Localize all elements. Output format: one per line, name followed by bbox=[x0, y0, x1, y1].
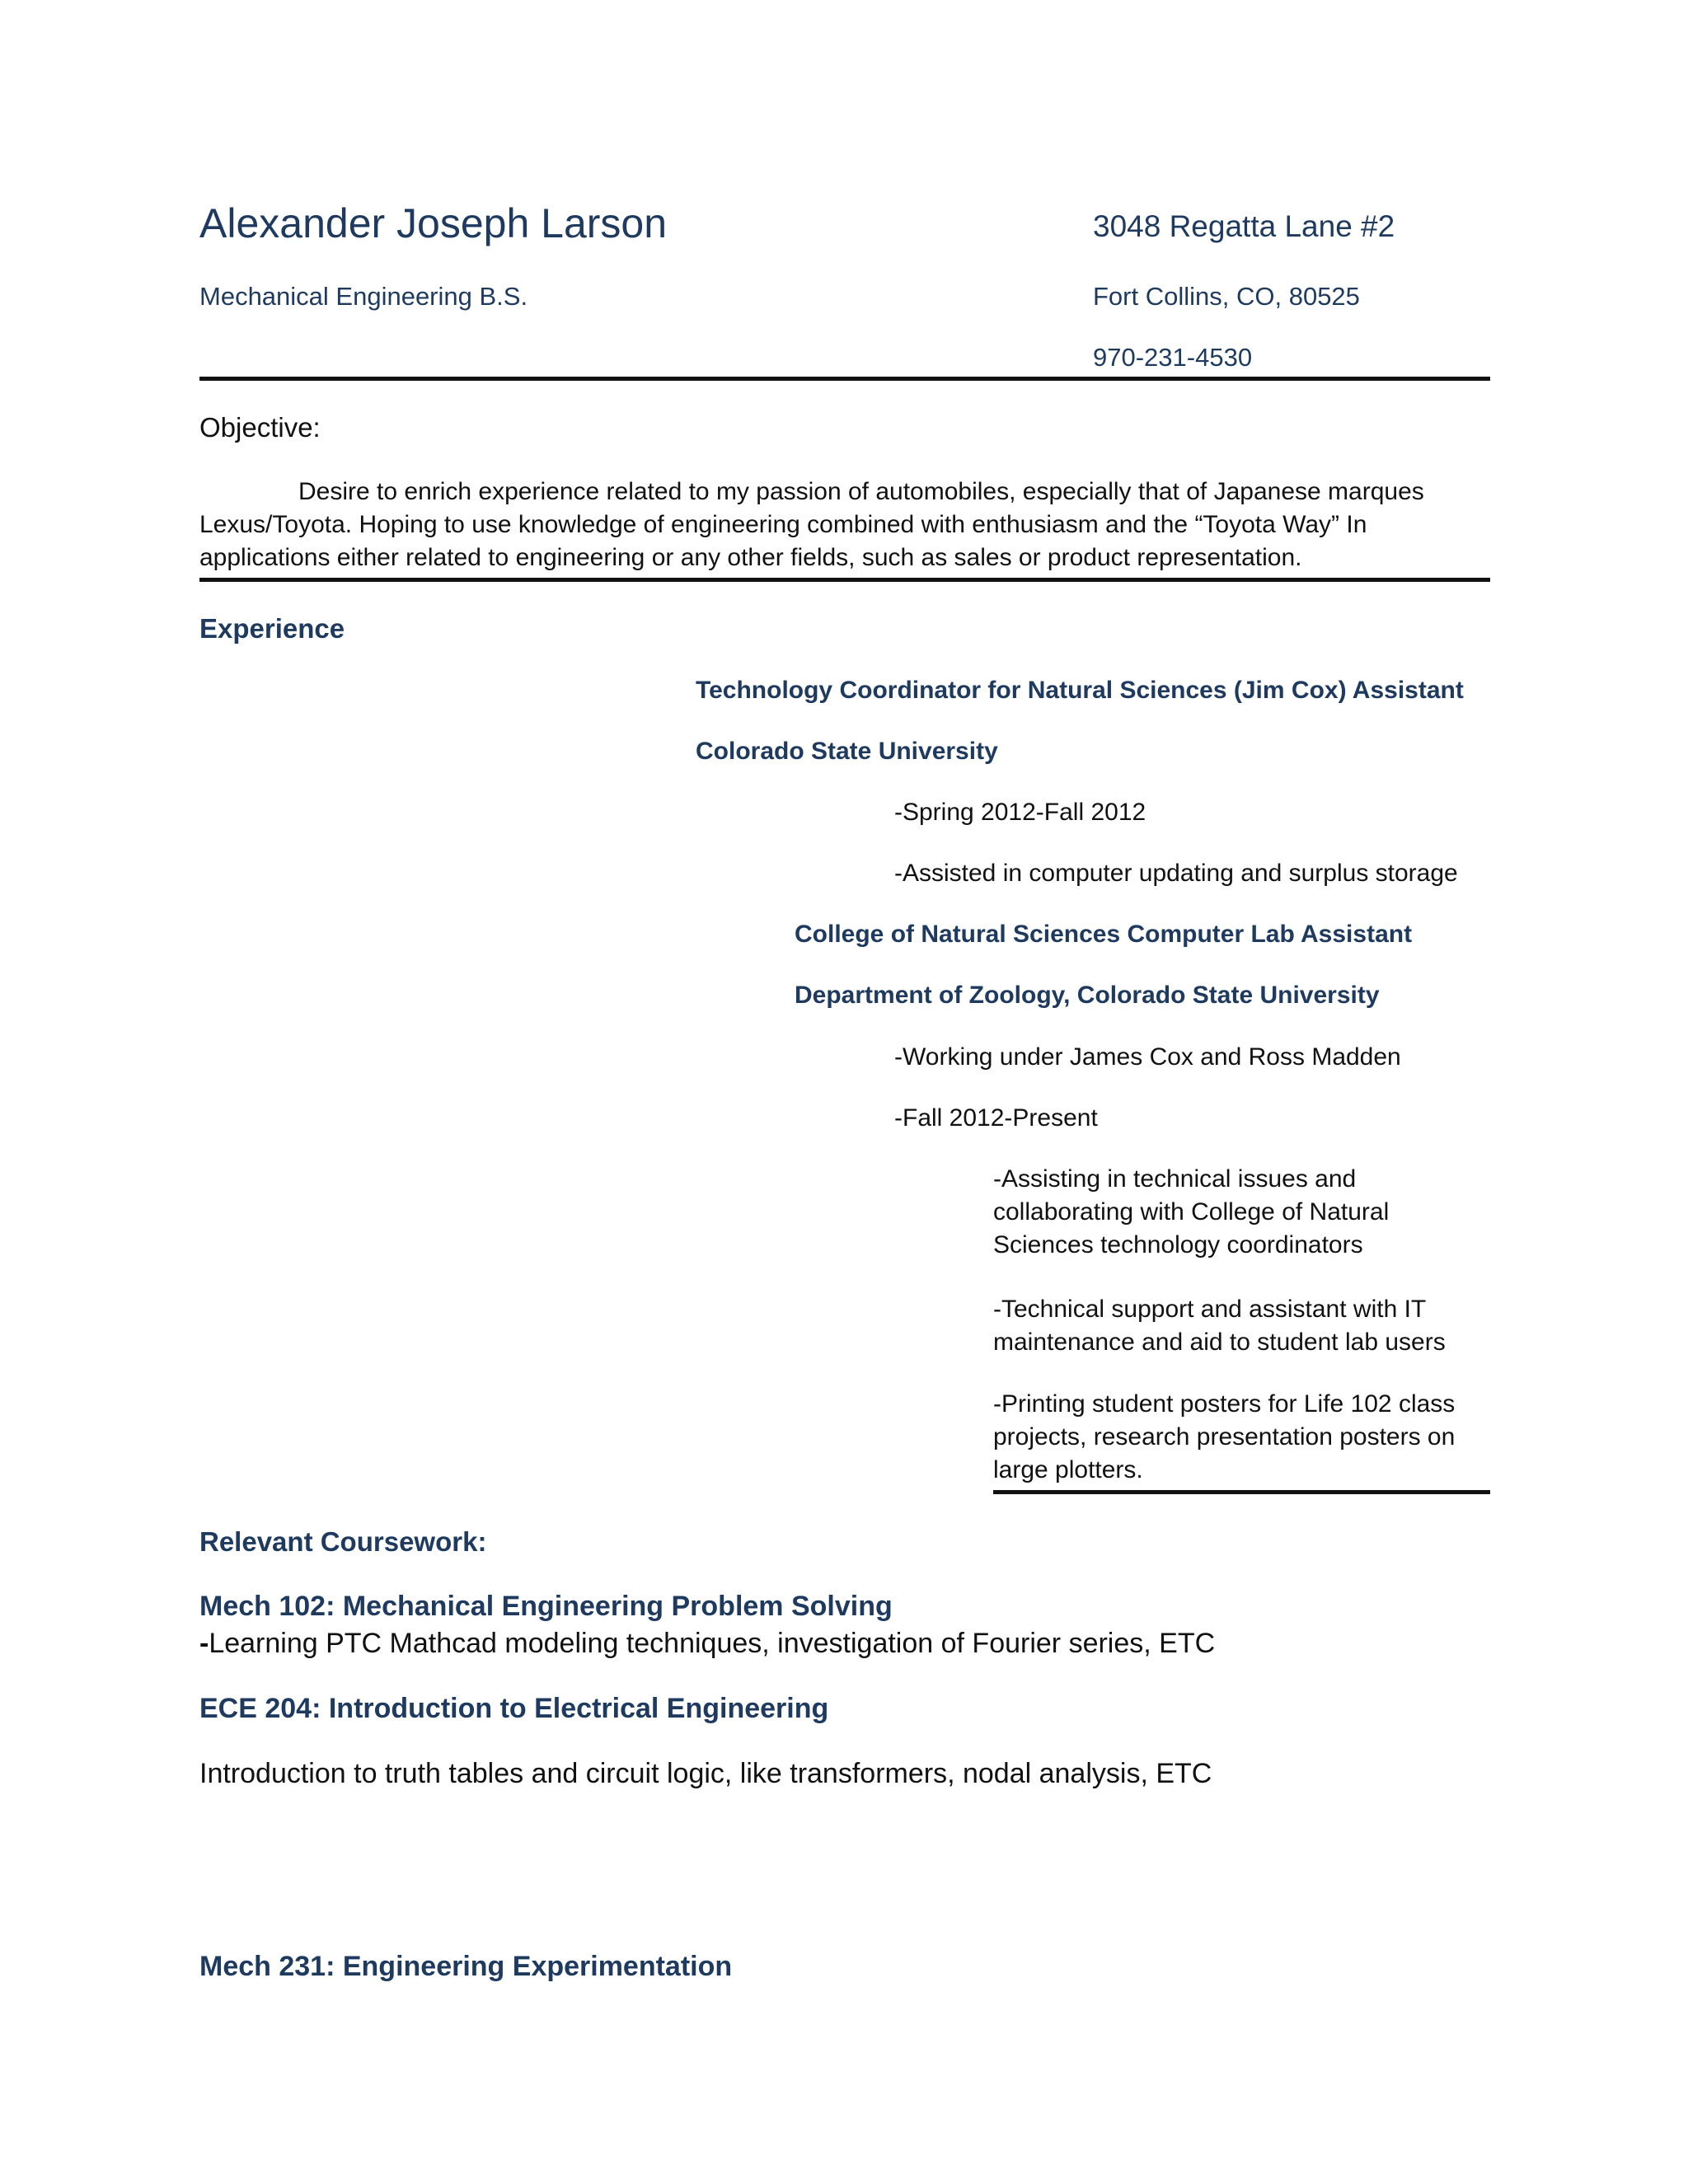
objective-divider bbox=[199, 578, 1490, 582]
job-organization: Colorado State University bbox=[696, 738, 998, 765]
coursework-heading: Relevant Coursework: bbox=[199, 1526, 487, 1557]
header-divider bbox=[199, 377, 1490, 381]
course-title: Mech 231: Engineering Experimentation bbox=[199, 1951, 733, 1982]
job-duty-line: collaborating with College of Natural bbox=[993, 1198, 1390, 1226]
objective-line: Lexus/Toyota. Hoping to use knowledge of engineering combined with enthusiasm and the “Toyota Way” In bbox=[199, 511, 1367, 538]
job-duty-line: large plotters. bbox=[993, 1456, 1143, 1483]
job-duty-line: Sciences technology coordinators bbox=[993, 1231, 1363, 1258]
resume-name: Alexander Joseph Larson bbox=[199, 200, 668, 246]
job-organization: Department of Zoology, Colorado State University bbox=[795, 982, 1380, 1009]
objective-line: Desire to enrich experience related to my passion of automobiles, especially that of Japanese marques bbox=[298, 478, 1424, 505]
job-duty: -Assisted in computer updating and surplus storage bbox=[894, 860, 1458, 887]
job-duty-line: -Assisting in technical issues and bbox=[993, 1165, 1357, 1193]
course-description-text: Learning PTC Mathcad modeling techniques, investigation of Fourier series, ETC bbox=[209, 1628, 1216, 1659]
address-line-2: Fort Collins, CO, 80525 bbox=[1093, 282, 1360, 311]
job-supervisors: -Working under James Cox and Ross Madden bbox=[894, 1043, 1401, 1071]
course-title: Mech 102: Mechanical Engineering Problem Solving bbox=[199, 1591, 893, 1622]
job-dates: -Fall 2012-Present bbox=[894, 1104, 1098, 1132]
job-duty-line: -Technical support and assistant with IT bbox=[993, 1296, 1427, 1323]
course-description bbox=[199, 1628, 1215, 1660]
experience-heading: Experience bbox=[199, 613, 345, 644]
job-duty-line: projects, research presentation posters on bbox=[993, 1423, 1456, 1451]
job-title: Technology Coordinator for Natural Sciences (Jim Cox) Assistant bbox=[696, 677, 1464, 704]
job-title: College of Natural Sciences Computer Lab Assistant bbox=[795, 921, 1413, 948]
objective-line: applications either related to engineering or any other fields, such as sales or product representation. bbox=[199, 544, 1302, 571]
phone-number: 970-231-4530 bbox=[1093, 343, 1253, 372]
experience-divider bbox=[993, 1490, 1490, 1494]
course-title: ECE 204: Introduction to Electrical Engineering bbox=[199, 1693, 829, 1724]
course-description-dash: - bbox=[199, 1628, 209, 1659]
job-duty-line: maintenance and aid to student lab users bbox=[993, 1329, 1446, 1356]
course-description: Introduction to truth tables and circuit logic, like transformers, nodal analysis, ETC bbox=[199, 1758, 1212, 1789]
job-dates: -Spring 2012-Fall 2012 bbox=[894, 799, 1146, 826]
address-line-1: 3048 Regatta Lane #2 bbox=[1093, 209, 1395, 243]
degree: Mechanical Engineering B.S. bbox=[199, 282, 528, 311]
objective-label: Objective: bbox=[199, 412, 321, 443]
job-duty-line: -Printing student posters for Life 102 class bbox=[993, 1390, 1456, 1418]
